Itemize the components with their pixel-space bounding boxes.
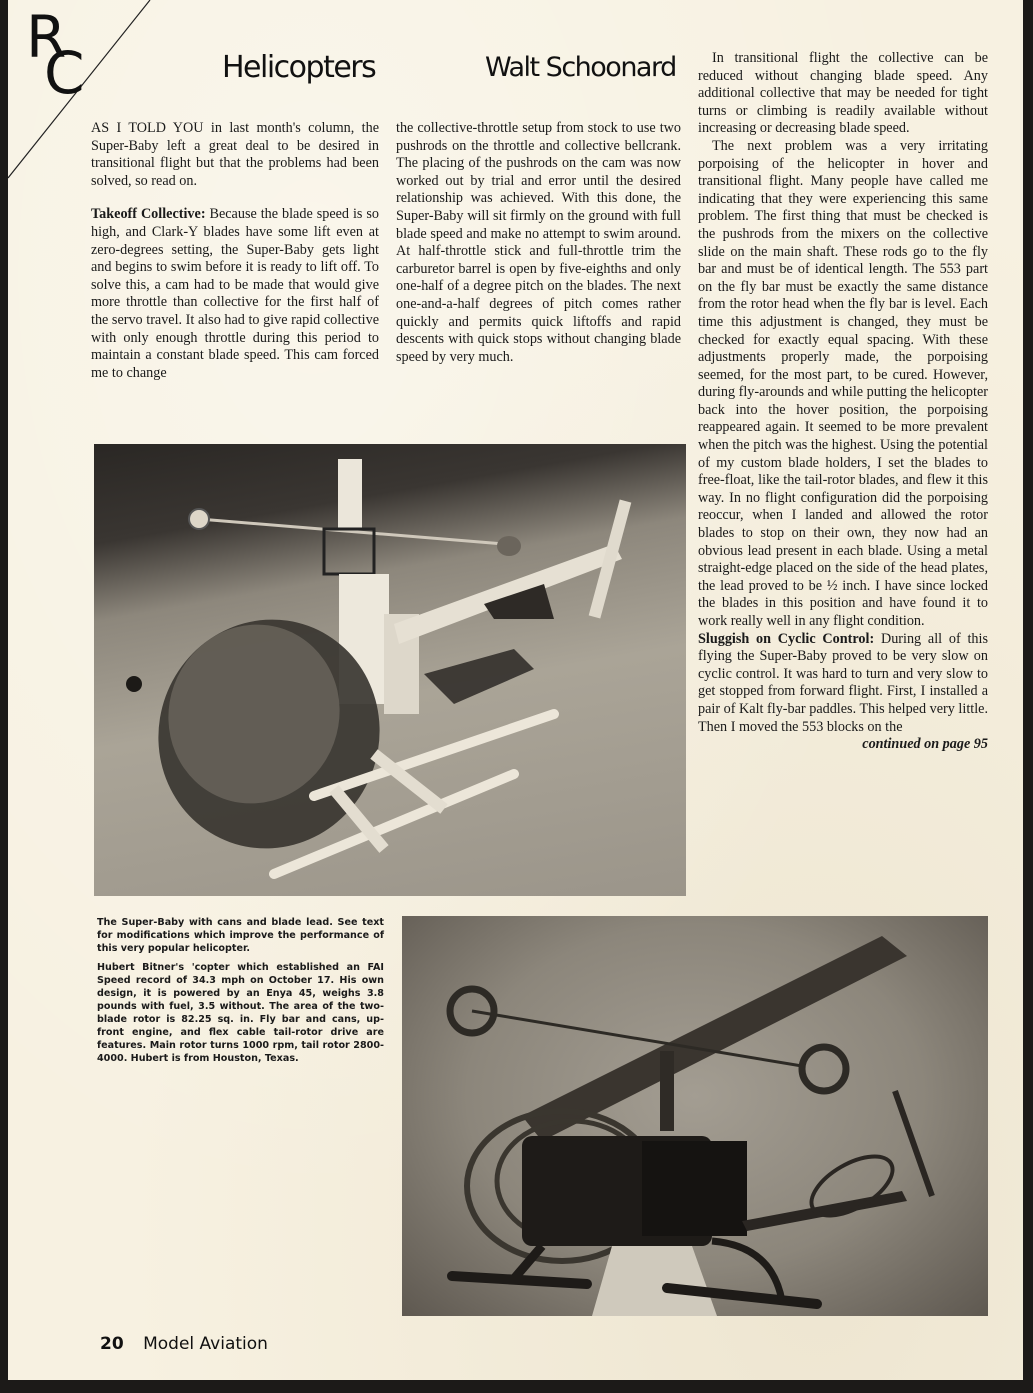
continued-note: continued on page 95 bbox=[862, 736, 988, 753]
text-column-3 bbox=[698, 50, 988, 754]
porpoising-paragraph: The next problem was a very irritating porpoising of the helicopter in hover and transitional flight. Many people have called me indicating that they were experiencing this same problem. The first thing that must be checked is the pushrods from the mixers on the collective slide on the main shaft. These rods go to the fly bar and must be of identical length. The 553 part on the fly bar must be exactly the same distance from the rotor head when the fly bar is level. Each time this adjustment is changed, they must be checked for exactly equal spacing. With these adjustments properly made, the porpoising seemed, for the most part, to be cured. However, during fly-arounds and while putting the helicopter back into the hover position, the porpoising reappeared again. It seemed to be more prevalent when the pitch was the highest. Using the potential of my custom blade holders, I set the blades to free-float, like the tail-rotor blades, and flew it this way. In no flight configuration did the porpoising reoccur, when I landed and allowed the rotor blades to stop on their own, they now had an obvious lead present in each blade. Using a metal straight-edge placed on the side of the head plates, the lead proved to be ½ inch. I have since locked the blades in this position and have found it to work really well in any flight condition. bbox=[698, 137, 988, 629]
rc-logo bbox=[26, 3, 106, 107]
section-text: Because the blade speed is so high, and Clark-Y blades have some lift even at zero-degrees setting, the Super-Baby gets light and begins to swim before it is ready to lift off. To solve this, a cam had to be made that would give more throttle than collective for the first half of the servo travel. It also had to give rapid collective with only enough throttle during this period to maintain a constant blade speed. This cam forced me to change bbox=[91, 206, 379, 381]
photo-super-baby bbox=[94, 444, 686, 896]
photo-caption-bitner-copter: Hubert Bitner's 'copter which established an FAI Speed record of 34.3 mph on October 17. His own design, it is powered by an Enya 45, weighs 3.8 pounds with fuel, 3.5 without. The area of the two-blade rotor is 82.25 sq. in. Fly bar and cans, up-front engine, and flex cable tail-rotor drive are features. Main rotor turns 1000 rpm, tail rotor 2800-4000. Hubert is from Houston, Texas. bbox=[97, 962, 384, 1064]
intro-paragraph bbox=[91, 120, 379, 190]
page-number: 20 bbox=[100, 1334, 124, 1354]
section-text: During all of this flying the Super-Baby proved to be very slow on cyclic control. It was hard to turn and very slow to get stopped from forward flight. First, I installed a pair of Kalt fly-bar paddles. This helped very little. Then I moved the 553 blocks on the bbox=[698, 630, 988, 735]
intro-lead: AS I TOLD YOU bbox=[91, 120, 204, 136]
section-heading-takeoff-collective: Takeoff Collective: bbox=[91, 206, 206, 223]
takeoff-collective-paragraph bbox=[91, 206, 379, 382]
magazine-page bbox=[8, 0, 1023, 1380]
logo-letter-r: R bbox=[26, 3, 63, 71]
page-footer bbox=[100, 1334, 268, 1354]
intro-text: in last month's column, the Super-Baby left a great deal to be desired in transitional flight but that the problems had been solved, so read on. bbox=[91, 120, 379, 189]
photo-caption-super-baby: The Super-Baby with cans and blade lead. See text for modifications which improve the performance of this very popular helicopter. bbox=[97, 917, 384, 954]
publication-name: Model Aviation bbox=[143, 1334, 268, 1354]
helicopter-illustration bbox=[402, 916, 988, 1316]
helicopter-illustration bbox=[94, 444, 686, 896]
logo-letter-c: C bbox=[44, 39, 85, 107]
text-column-1 bbox=[91, 120, 379, 382]
section-heading-sluggish-cyclic: Sluggish on Cyclic Control: bbox=[698, 630, 875, 647]
sluggish-cyclic-paragraph bbox=[698, 631, 988, 737]
text-column-2 bbox=[396, 120, 681, 366]
photo-bitner-copter bbox=[402, 916, 988, 1316]
column-title: Helicopters bbox=[222, 50, 376, 85]
continuation-paragraph: the collective-throttle setup from stock to use two pushrods on the throttle and collective bellcrank. The placing of the pushrods on the cam was now worked out by trial and error until the desired relationship was achieved. With this done, the Super-Baby will sit firmly on the ground with full blade speed and make no attempt to swim around. At half-throttle stick and full-throttle trim the carburetor barrel is open by five-eighths and only one-half of a degree pitch on the blades. The next one-and-a-half degrees of pitch comes rather quickly and permits quick liftoffs and rapid descents with quick stops without changing blade speed by very much. bbox=[396, 120, 681, 365]
transitional-flight-paragraph: In transitional flight the collective can be reduced without changing blade speed. Any additional collective that may be needed for tight turns or climbing is readily available without increasing or decreasing blade speed. bbox=[698, 50, 988, 137]
author-byline: Walt Schoonard bbox=[485, 52, 676, 83]
